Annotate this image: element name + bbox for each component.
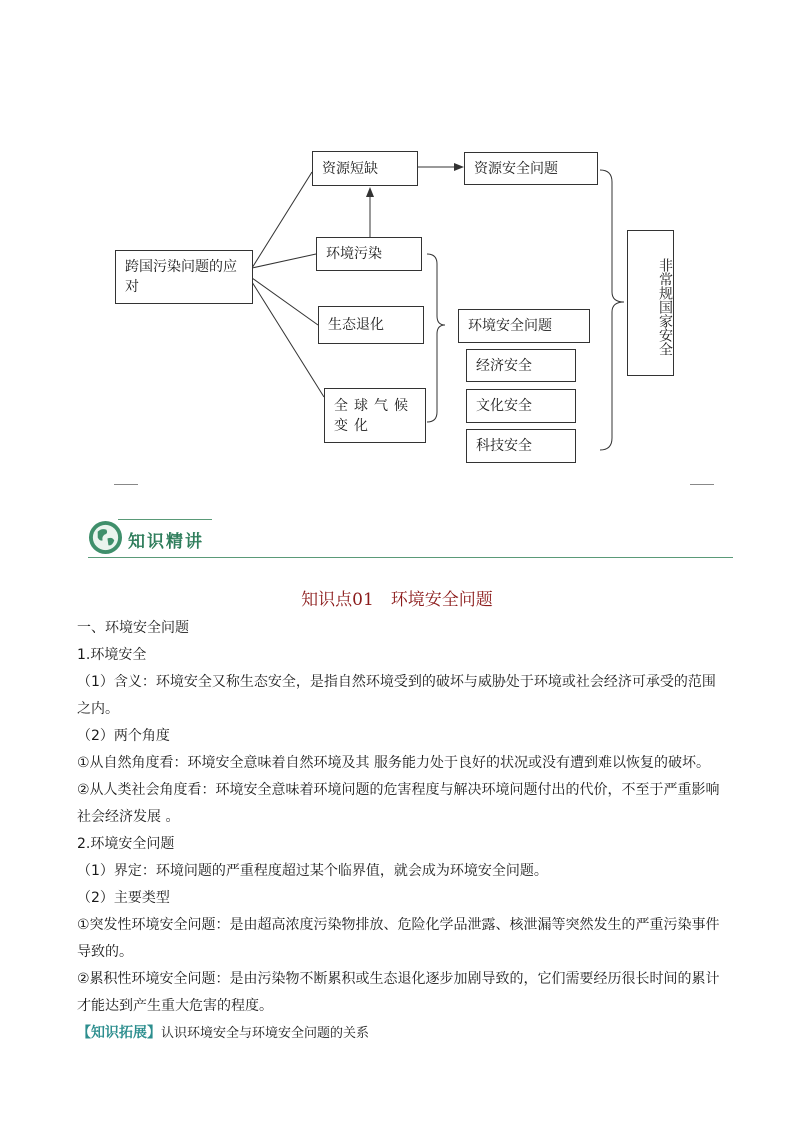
resource-security-box: 资源安全问题	[464, 152, 598, 185]
page-corner-mark-right	[690, 484, 714, 485]
heading-env-security-issues: 一、环境安全问题	[77, 620, 189, 636]
cultural-security-box: 文化安全	[466, 389, 576, 423]
paragraph-cumulative-type: ②累积性环境安全问题：是由污染物不断累积或生态退化逐步加剧导致的，它们需要经历很长时间的累计才能达到产生重大危害的程度。	[77, 971, 720, 1014]
section-banner-title: 知识精讲	[128, 532, 204, 552]
resource-shortage-box: 资源短缺	[312, 151, 418, 186]
paragraph-society-angle: ②从人类社会角度看：环境安全意味着环境问题的危害程度与解决环境问题付出的代价，不至于严重影响社会经济发展 。	[77, 782, 720, 825]
env-security-box: 环境安全问题	[458, 309, 590, 343]
pollution-box: 环境污染	[316, 237, 422, 271]
root-box: 跨国污染问题的应对	[115, 250, 253, 304]
knowledge-extension	[77, 1020, 727, 1047]
banner-top-line	[118, 519, 212, 520]
paragraph-sudden-type: ①突发性环境安全问题：是由超高浓度污染物排放、危险化学品泄露、核泄漏等突然发生的严重污染事件导致的。	[77, 917, 720, 960]
subheading-env-security-issue: 2.环境安全问题	[77, 836, 175, 852]
paragraph-two-angles: （2）两个角度	[77, 728, 170, 744]
extension-text: 认识环境安全与环境安全问题的关系	[161, 1026, 370, 1041]
knowledge-point-title: 知识点01 环境安全问题	[301, 590, 493, 610]
globe-icon	[88, 520, 123, 555]
paragraph-main-types: （2）主要类型	[77, 890, 170, 906]
economic-security-box: 经济安全	[466, 349, 576, 382]
paragraph-nature-angle: ①从自然角度看：环境安全意味着自然环境及其 服务能力处于良好的状况或没有遭到难以恢复的破坏。	[77, 755, 710, 771]
subheading-env-security: 1.环境安全	[77, 647, 147, 663]
paragraph-definition: （1）含义：环境安全又称生态安全，是指自然环境受到的破坏与威胁处于环境或社会经济可承受的范围之内。	[77, 674, 716, 717]
banner-divider	[88, 557, 733, 558]
page-corner-mark-left	[114, 484, 138, 485]
paragraph-boundary: （1）界定：环境问题的严重程度超过某个临界值，就会成为环境安全问题。	[77, 863, 548, 879]
content-body	[77, 615, 727, 1047]
climate-change-box: 全球气候变化	[324, 388, 426, 443]
tech-security-box: 科技安全	[466, 429, 576, 463]
degradation-box: 生态退化	[318, 306, 424, 344]
extension-tag: 【知识拓展】	[77, 1025, 161, 1041]
nontraditional-security-box: 非常规国家安全	[627, 230, 674, 376]
